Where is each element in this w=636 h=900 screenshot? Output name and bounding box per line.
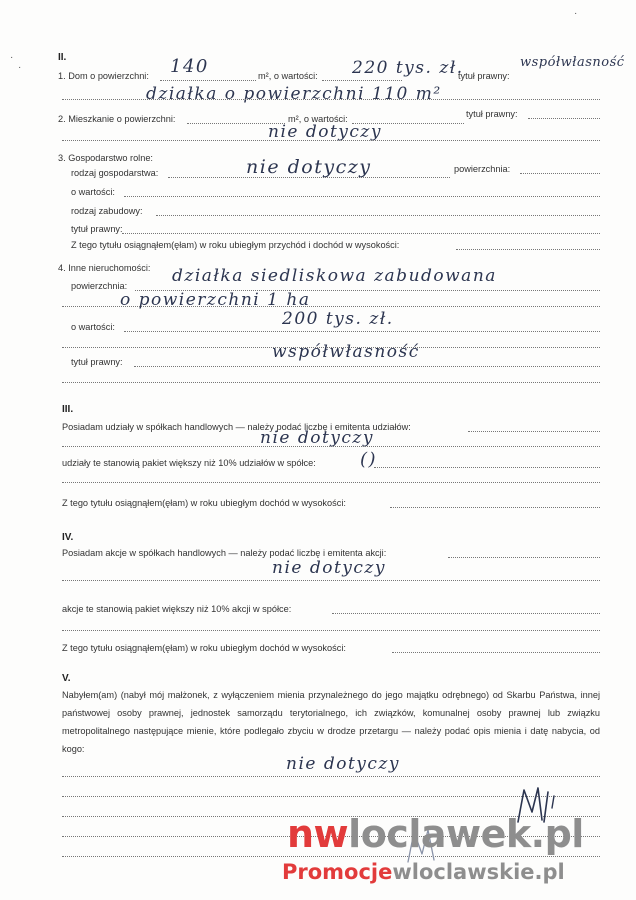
farm-type-label: rodzaj gospodarstwa:: [71, 168, 159, 178]
house-unit-label: m², o wartości:: [258, 71, 318, 81]
other-area-line2-handwritten: o powierzchni 1 ha: [120, 290, 311, 310]
shares-income-label: Z tego tytułu osiągnąłem(ęłam) w roku ubiegłym dochód w wysokości:: [62, 498, 346, 508]
dotted-line: [62, 482, 600, 483]
farm-building-label: rodzaj zabudowy:: [71, 206, 143, 216]
dotted-line: [62, 306, 600, 307]
section-4-heading: IV.: [62, 532, 74, 543]
nwloclawek-watermark: [287, 812, 584, 856]
dotted-line: [124, 331, 600, 332]
dotted-line: [134, 366, 600, 367]
other-area-line1-handwritten: działka siedliskowa zabudowana: [172, 266, 497, 286]
watermark-gray-part: loclawek.pl: [348, 812, 584, 856]
farm-value-label: o wartości:: [71, 187, 115, 197]
dotted-line: [160, 80, 256, 81]
dotted-line: [456, 249, 600, 250]
dotted-line: [62, 382, 600, 383]
other-area-label: powierzchnia:: [71, 281, 128, 291]
farm-answer-handwritten: nie dotyczy: [246, 156, 372, 178]
apartment-label: 2. Mieszkanie o powierzchni:: [58, 114, 176, 124]
farm-title-label: tytuł prawny:: [71, 224, 123, 234]
dotted-line: [448, 557, 600, 558]
dotted-line: [122, 233, 600, 234]
house-title-label: tytuł prawny:: [458, 71, 510, 81]
dotted-line: [62, 580, 600, 581]
dotted-line: [390, 507, 600, 508]
apartment-unit-label: m², o wartości:: [288, 114, 348, 124]
acquisition-answer-handwritten: nie dotyczy: [286, 754, 400, 774]
dotted-line: [392, 652, 600, 653]
dotted-line: [156, 215, 600, 216]
scan-mark: ·: [10, 52, 14, 63]
stocks-income-label: Z tego tytułu osiągnąłem(ęłam) w roku ubiegłym dochód w wysokości:: [62, 643, 346, 653]
dotted-line: [322, 80, 402, 81]
shares-label: Posiadam udziały w spółkach handlowych — należy podać liczbę i emitenta udziałów:: [62, 422, 411, 432]
dotted-line: [124, 196, 600, 197]
dotted-line: [62, 446, 600, 447]
dotted-line: [62, 630, 600, 631]
dotted-line: [62, 776, 600, 777]
watermark-gray-part: wloclawskie.pl: [392, 860, 565, 884]
dotted-line: [332, 613, 600, 614]
section-5-heading: V.: [62, 673, 71, 684]
dotted-line: [62, 856, 600, 857]
other-title-label: tytuł prawny:: [71, 357, 123, 367]
house-label: 1. Dom o powierzchni:: [58, 71, 149, 81]
watermark-red-part: nw: [287, 812, 349, 856]
section-3-heading: III.: [62, 404, 74, 415]
stocks-label: Posiadam akcje w spółkach handlowych — należy podać liczbę i emitenta akcji:: [62, 548, 387, 558]
dotted-line: [520, 173, 600, 174]
farm-income-label: Z tego tytułu osiągnąłem(ęłam) w roku ubiegłym przychód i dochód w wysokości:: [71, 240, 400, 250]
house-value-handwritten: 220 tys. zł.: [352, 58, 464, 78]
apartment-answer-handwritten: nie dotyczy: [268, 122, 382, 142]
shares-packet-label: udziały te stanowią pakiet większy niż 10% udziałów w spółce:: [62, 458, 316, 468]
dotted-line: [62, 140, 600, 141]
other-value-handwritten: 200 tys. zł.: [282, 309, 394, 329]
scan-mark: ·: [18, 62, 22, 73]
acquisition-paragraph: Nabyłem(am) (nabył mój małżonek, z wyłączeniem mienia przynależnego do jego majątku odrębnego) od Skarbu Państwa, innej państwowej osoby prawnej, jednostek samorządu terytorialnego, ich związków, komunalnej osoby prawnej lub związku metropolitalnego następujące mienie, które podlegało zbyciu w drodze przetargu — należy podać opis mienia i datę nabycia, od kogo:: [62, 690, 600, 754]
farm-area-label: powierzchnia:: [454, 164, 511, 174]
scan-mark: ·: [574, 8, 578, 19]
shares-answer-handwritten: nie dotyczy: [260, 428, 374, 448]
other-title-handwritten: współwłasność: [272, 342, 420, 362]
promocje-watermark: [282, 860, 565, 884]
dotted-line: [62, 99, 600, 100]
other-property-label: 4. Inne nieruchomości:: [58, 263, 151, 273]
house-plot-note-handwritten: działka o powierzchni 110 m²: [146, 84, 442, 104]
watermark-red-part: Promocje: [282, 860, 393, 884]
stocks-answer-handwritten: nie dotyczy: [272, 558, 386, 578]
dotted-line: [374, 467, 600, 468]
dotted-line: [528, 118, 600, 119]
farm-label: 3. Gospodarstwo rolne:: [58, 153, 153, 163]
stocks-packet-label: akcje te stanowią pakiet większy niż 10% akcji w spółce:: [62, 604, 292, 614]
apartment-title-label: tytuł prawny:: [466, 109, 518, 119]
section-2-heading: II.: [58, 52, 67, 63]
shares-packet-handwritten-mark: (): [360, 449, 378, 470]
dotted-line: [468, 431, 600, 432]
other-value-label: o wartości:: [71, 322, 115, 332]
house-area-handwritten: 140: [170, 56, 209, 77]
house-title-handwritten: współwłasność: [520, 55, 625, 70]
